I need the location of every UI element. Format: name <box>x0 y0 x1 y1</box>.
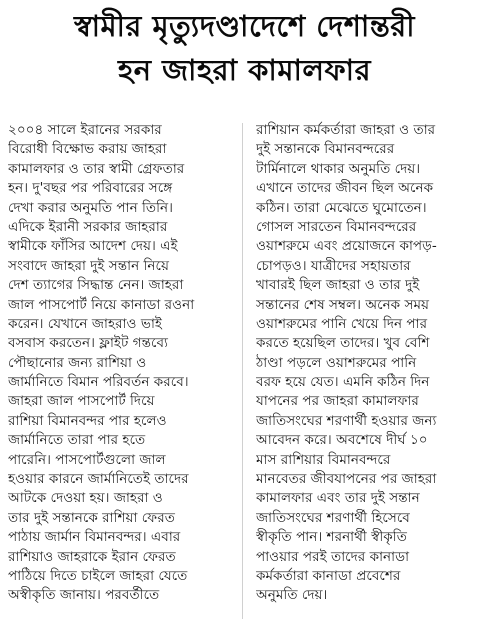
article-line: বিরোধী বিক্ষোভ করায় জাহরা <box>8 141 167 158</box>
article-right-column <box>256 121 482 606</box>
article-line: মানবেতর জীবযাপনের পর জাহরা <box>256 471 437 488</box>
article-line: তার দুই সন্তানকে রাশিয়া ফেরত <box>8 509 175 526</box>
headline-line-1: স্বামীর মৃত্যুদণ্ডাদেশে দেশান্তরী <box>73 9 416 43</box>
article-line: সংবাদে জাহরা দুই সন্তান নিয়ে <box>8 257 169 274</box>
article-line: ২০০৪ সালে ইরানের সরকার <box>8 122 162 138</box>
article-line: এখানে তাদের জীবন ছিল অনেক <box>256 180 434 197</box>
article-line: জাল পাসপোর্ট নিয়ে কানাডা রওনা <box>8 296 195 313</box>
headline-line-2: হন জাহরা কামালফার <box>117 53 372 87</box>
article-line: করেন। যেখানে জাহরাও ভাই <box>8 315 162 332</box>
article-line: আটকে দেওয়া হয়। জাহরা ও <box>8 490 163 507</box>
article-line: হন। দু'বছর পর পরিবারের সঙ্গে <box>8 180 173 197</box>
article-line: ওয়াশরুমে এবং প্রয়োজনে কাপড়- <box>256 238 437 255</box>
article-line: দেখা করার অনুমতি পান তিনি। <box>8 199 173 216</box>
article-line: যাপনের পর জাহরা কামালফার <box>256 393 419 410</box>
article-line: পাঠিয়ে দিতে চাইলে জাহরা যেতে <box>8 567 188 584</box>
article-line: আবেদন করে। অবশেষে দীর্ঘ ১০ <box>256 432 428 449</box>
column-divider <box>242 123 243 619</box>
article-line: কঠিন। তারা মেঝেতে ঘুমোতেন। <box>256 199 427 216</box>
article-line: সন্তানের শেষ সম্বল। অনেক সময় <box>256 296 430 313</box>
article-line: করতে হয়েছিল তাদের। খুব বেশি <box>256 335 430 352</box>
article-line: জাহরা জাল পাসপোর্ট দিয়ে <box>8 393 155 410</box>
article-line: জার্মানিতে তারা পার হতে <box>8 432 146 449</box>
article-line: মাস রাশিয়ার বিমানবন্দরে <box>256 451 391 468</box>
article-line: হওয়ার কারনে জার্মানিতেই তাদের <box>8 471 189 488</box>
article-line: অস্বীকৃতি জানায়। পরবর্তীতে <box>8 587 160 604</box>
article-line: পাওয়ার পরই তাদের কানাডা <box>256 548 410 565</box>
article-line: চোপড়ও। যাত্রীদের সহায়তার <box>256 257 411 274</box>
article-line: রাশিয়া বিমানবন্দর পার হলেও <box>8 412 167 429</box>
article-line: জাতিসংঘের শরণার্থী হওয়ার জন্য <box>256 412 437 429</box>
article-line: দুই সন্তানকে বিমানবন্দরের <box>256 141 395 158</box>
article-line: ওয়াশরুমের পানি খেয়ে দিন পার <box>256 315 428 332</box>
article-line: দেশ ত্যাগের সিদ্ধান্ত নেন। জাহরা <box>8 277 184 294</box>
article-line: স্বীকৃতি পান। শরনার্থী স্বীকৃতি <box>256 529 407 546</box>
article-line: পৌছানোর জন্য রাশিয়া ও <box>8 354 147 371</box>
article-line: জার্মানিতে বিমান পরিবর্তন করবে। <box>8 374 189 391</box>
article-line: রাশিয়াও জাহরাকে ইরান ফেরত <box>8 548 176 565</box>
headline <box>0 4 489 92</box>
article-line: জাতিসংঘের শরণার্থী হিসেবে <box>256 509 410 526</box>
article-line: টার্মিনালে থাকার অনুমতি দেয়। <box>256 160 421 177</box>
article-line: কামালফার এবং তার দুই সন্তান <box>256 490 420 507</box>
article-line: খাবারই ছিল জাহরা ও তার দুই <box>256 277 420 294</box>
article-left-column <box>8 121 234 606</box>
article-line: কর্মকর্তারা কানাডা প্রবেশের <box>256 567 401 584</box>
article-line: অনুমতি দেয়। <box>256 587 328 604</box>
article-line: পাঠায় জার্মান বিমানবন্দর। এবার <box>8 529 181 546</box>
article-line: গোসল সারতেন বিমানবন্দরের <box>256 218 417 235</box>
article-line: বসবাস করতেন। ফ্লাইট গন্তব্যে <box>8 335 168 352</box>
article-line: বরফ হয়ে যেত। এমনি কঠিন দিন <box>256 374 430 391</box>
article-line: পারেনি। পাসপোর্টগুলো জাল <box>8 451 166 468</box>
article-line: স্বামীকে ফাঁসির আদেশ দেয়। এই <box>8 238 178 255</box>
article-line: এদিকে ইরানী সরকার জাহরার <box>8 218 168 235</box>
article-line: রাশিয়ান কর্মকর্তারা জাহরা ও তার <box>256 122 436 138</box>
article-line: কামালফার ও তার স্বামী গ্রেফতার <box>8 160 185 177</box>
article-line: ঠাণ্ডা পড়লে ওয়াশরুমের পানি <box>256 354 417 371</box>
